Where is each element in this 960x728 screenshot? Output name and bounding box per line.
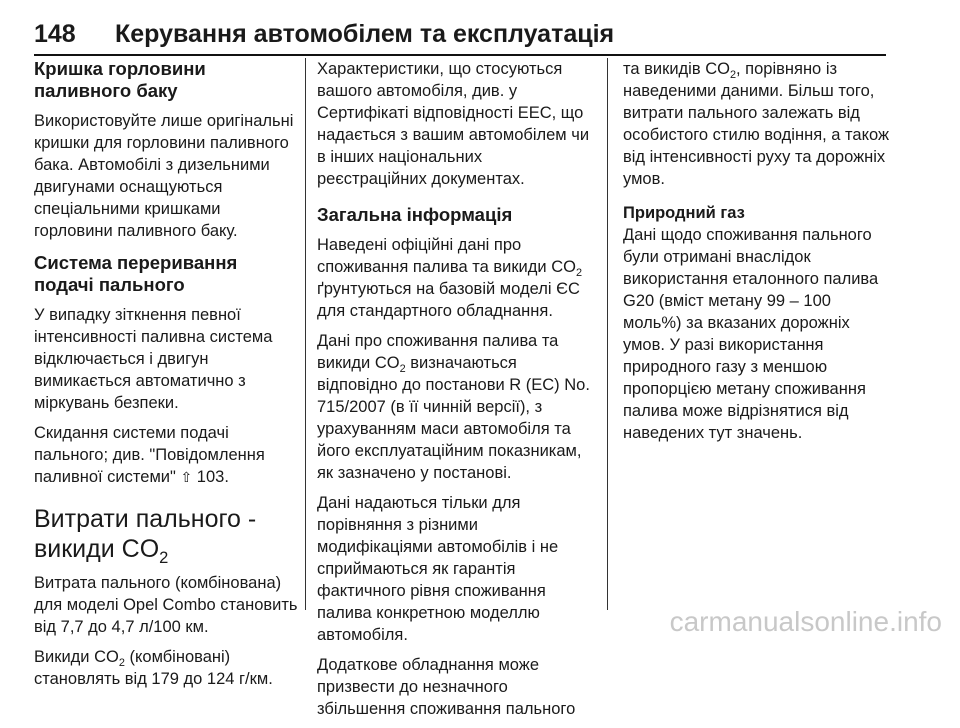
consumption-heading-text: Витрати пального - викиди CO bbox=[34, 505, 257, 563]
subscript: 2 bbox=[575, 266, 583, 279]
general-info-heading: Загальна інформація bbox=[317, 204, 513, 225]
fuel-cap-heading: Кришка горловини паливного баку bbox=[34, 58, 206, 101]
certificate-text: Характеристики, що стосуються вашого автомобіля, див. у Сертифікаті відповідності ЕЕС, що надається з вашим автомобілем чи в інших національних реєстраційних документах. bbox=[317, 60, 590, 188]
continuation-pre: та викидів CO bbox=[623, 60, 730, 78]
subscript: 2 bbox=[159, 548, 169, 567]
consumption-heading bbox=[34, 504, 299, 567]
subscript: 2 bbox=[399, 362, 406, 375]
fuel-cutoff-heading: Система переривання подачі пального bbox=[34, 252, 238, 295]
reset-text: Скидання системи подачі пального; див. "Повідомлення паливної системи" bbox=[34, 424, 265, 486]
chapter-title: Керування автомобілем та експлуатація bbox=[115, 20, 615, 48]
page-reference-arrow-icon: ⇧ bbox=[180, 469, 193, 485]
natural-gas-text: Дані щодо споживання пального були отримані внаслідок використання еталонного палива G20 (вміст метану 99 – 100 моль%) за вказаних дорожніх умов. У разі використання природного газу з меншою пропорцією метану споживання палива може відрізнятися від наведених тут значень. bbox=[623, 226, 879, 442]
p2-pre: Дані про споживання палива та викиди CO bbox=[317, 332, 559, 372]
emissions-text-post: (комбіновані) становлять від 179 до 124 г/км. bbox=[34, 648, 273, 688]
emissions-text-pre: Викиди CO bbox=[34, 648, 119, 666]
column-3 bbox=[623, 58, 893, 452]
page-reference-link[interactable]: 103. bbox=[196, 468, 229, 486]
fuel-cutoff-reset-text bbox=[34, 422, 299, 488]
watermark: carmanualsonline.info bbox=[669, 606, 942, 637]
fuel-cap-text: Використовуйте лише оригінальні кришки для горловини паливного бака. Автомобілі з дизельними двигунами оснащуються спеціальними кришками горловини паливного баку. bbox=[34, 112, 294, 240]
general-info-p2 bbox=[317, 330, 592, 484]
p2-post: визначаються відповідно до постанови R (EC) No. 715/2007 (в її чинній версії), з урахуванням маси автомобіля та його експлуатаційним показникам, як зазначено у постанові. bbox=[317, 354, 590, 482]
natural-gas-heading: Природний газ bbox=[623, 204, 745, 222]
emissions-text bbox=[34, 646, 299, 690]
general-info-p3: Дані надаються тільки для порівняння з різними модифікаціями автомобілів і не сприймаються як гарантія фактичного рівня споживання палива конкретною моделлю автомобіля. bbox=[317, 494, 559, 644]
continuation-text bbox=[623, 58, 893, 190]
general-info-p1 bbox=[317, 234, 592, 322]
continuation-post: , порівняно із наведеними даними. Більш того, витрати пального залежать від особистого стилю водіння, а також від інтенсивності руху та дорожніх умов. bbox=[623, 60, 890, 188]
consumption-text: Витрата пального (комбінована) для моделі Opel Combo становить від 7,7 до 4,7 л/100 км. bbox=[34, 574, 298, 636]
p1-post: ґрунтуються на базовій моделі ЄС для стандартного обладнання. bbox=[317, 280, 580, 320]
column-1 bbox=[34, 58, 299, 698]
page-header bbox=[34, 20, 886, 56]
general-info-p4: Додаткове обладнання може призвести до незначного збільшення споживання пального bbox=[317, 656, 576, 718]
fuel-cutoff-text: У випадку зіткнення певної інтенсивності паливна система відключається і двигун вимикається автоматично з міркувань безпеки. bbox=[34, 306, 273, 412]
subscript: 2 bbox=[729, 68, 737, 81]
column-2 bbox=[317, 58, 592, 728]
page-number: 148 bbox=[34, 20, 76, 48]
p1-pre: Наведені офіційні дані про споживання палива та викиди CO bbox=[317, 236, 576, 276]
column-divider bbox=[305, 58, 306, 610]
subscript: 2 bbox=[118, 656, 125, 669]
column-divider bbox=[607, 58, 608, 610]
